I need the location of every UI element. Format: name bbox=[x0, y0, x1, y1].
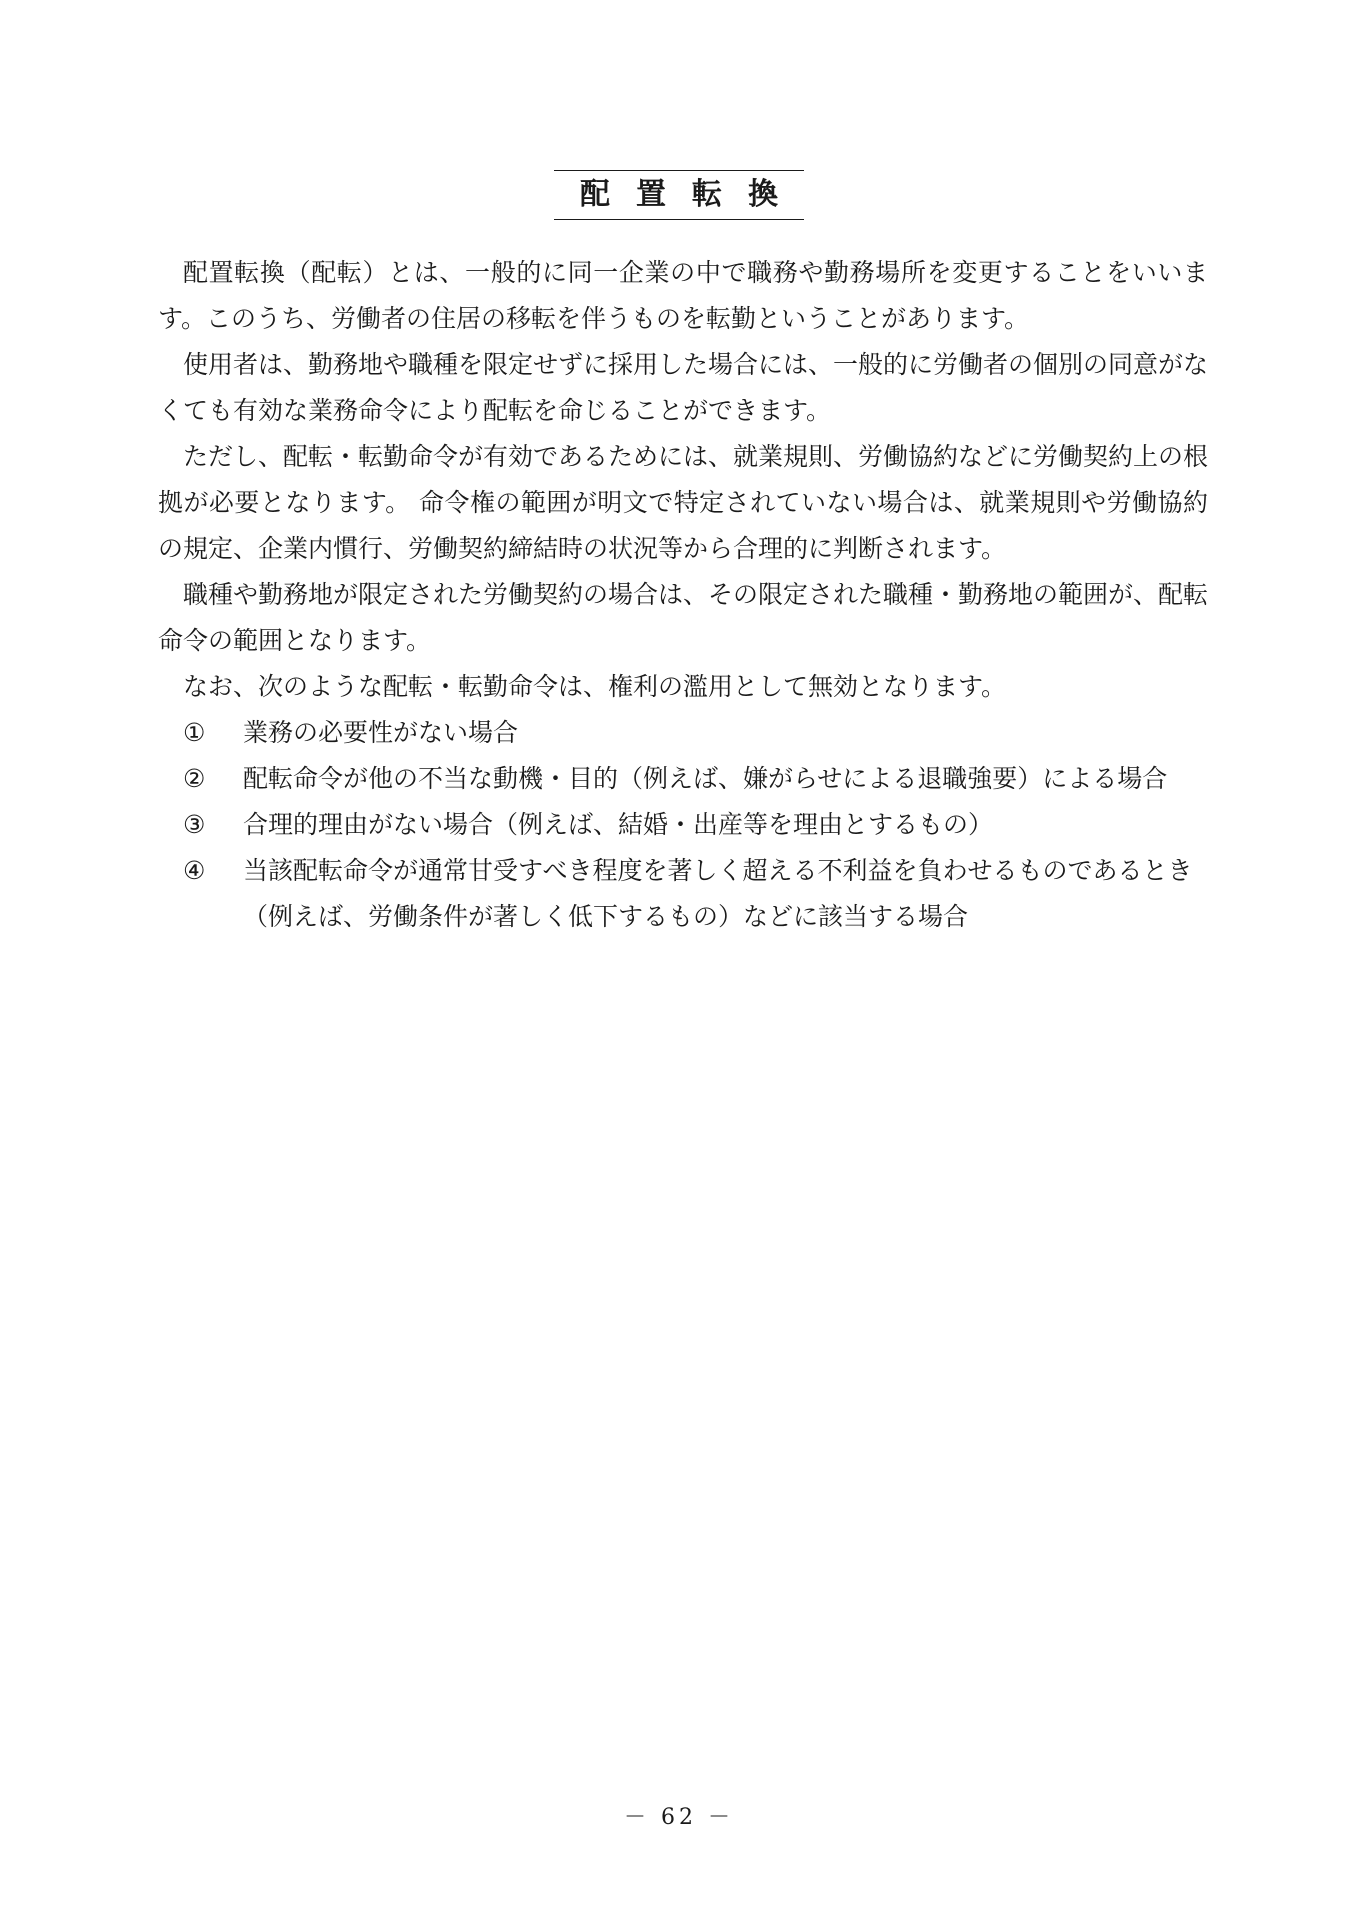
list-number: ③ bbox=[183, 810, 206, 839]
list-item-text: 合理的理由がない場合（例えば、結婚・出産等を理由とするもの） bbox=[243, 810, 994, 839]
page-title: 配置転換 bbox=[554, 170, 804, 220]
paragraph-employer-authority: 使用者は、勤務地や職種を限定せずに採用した場合には、一般的に労働者の個別の同意がなくても有効な業務命令により配転を命じることができます。 bbox=[158, 350, 1209, 425]
page-number: － 62 － bbox=[624, 1805, 734, 1830]
abuse-cases-list bbox=[158, 710, 1208, 940]
list-item bbox=[158, 848, 1208, 940]
list-item-text: 配転命令が他の不当な動機・目的（例えば、嫌がらせによる退職強要）による場合 bbox=[243, 764, 1168, 793]
paragraph-abuse-intro: なお、次のような配転・転勤命令は、権利の濫用として無効となります。 bbox=[183, 672, 1007, 701]
body-text bbox=[158, 250, 1208, 940]
title-block bbox=[0, 170, 1358, 220]
list-number: ② bbox=[183, 764, 206, 793]
list-item-text: 業務の必要性がない場合 bbox=[243, 718, 519, 747]
list-item-text: 当該配転命令が通常甘受すべき程度を著しく超える不利益を負わせるものであるとき（例えば、労働条件が著しく低下するもの）などに該当する場合 bbox=[243, 856, 1193, 931]
paragraph-limited-contract: 職種や勤務地が限定された労働契約の場合は、その限定された職種・勤務地の範囲が、配転命令の範囲となります。 bbox=[158, 580, 1209, 655]
list-number: ④ bbox=[183, 856, 206, 885]
paragraph-legal-basis: ただし、配転・転勤命令が有効であるためには、就業規則、労働協約などに労働契約上の根拠が必要となります。 命令権の範囲が明文で特定されていない場合は、就業規則や労働協約の規定、企業内慣行、労働契約締結時の状況等から合理的に判断されます。 bbox=[158, 442, 1209, 563]
list-item bbox=[158, 756, 1208, 802]
list-number: ① bbox=[183, 718, 206, 747]
paragraph-definition: 配置転換（配転）とは、一般的に同一企業の中で職務や勤務場所を変更することをいいます。このうち、労働者の住居の移転を伴うものを転勤ということがあります。 bbox=[158, 258, 1208, 333]
list-item bbox=[158, 802, 1208, 848]
list-item bbox=[158, 710, 1208, 756]
